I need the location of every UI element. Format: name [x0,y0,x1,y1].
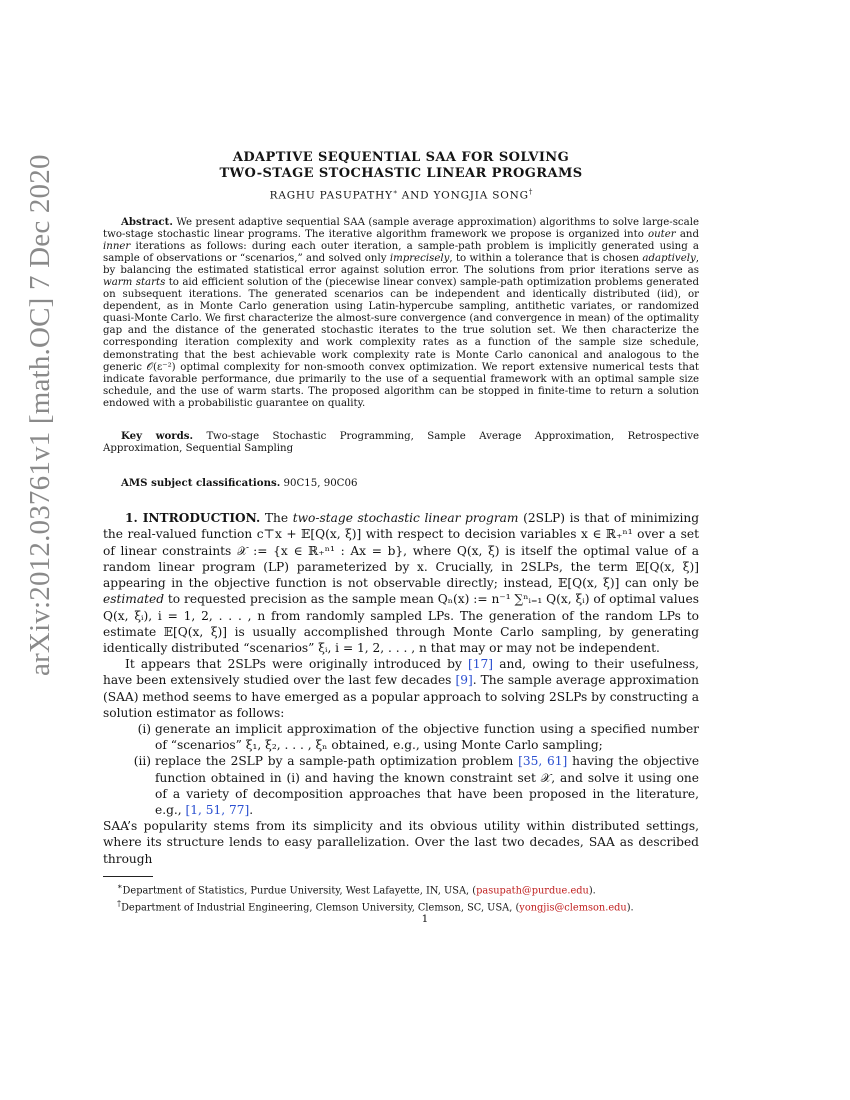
footnote-text: Department of Statistics, Purdue University, West Lafayette, IN, USA, ( [122,885,477,897]
abstract-text: , by balancing the estimated statistical error against solution error. The solutions from prior iterations serve as [103,252,699,276]
saa-steps-list [103,721,699,818]
body-text: and, owing to their usefulness, have been extensively studied over the last few decades [103,657,700,688]
footnote-text: ). [588,885,596,897]
page-number: 1 [421,913,429,925]
footnote-mark: † [117,898,122,909]
citation-link[interactable]: [17] [468,657,494,672]
footnote-text: ). [626,902,634,914]
citation-link[interactable]: [9] [455,673,473,688]
abstract-emphasis: inner [103,240,131,252]
abstract-text: , to within a tolerance that is chosen [449,252,640,264]
ams-text: 90C15, 90C06 [283,478,358,490]
footnote-mark: ∗ [392,188,398,196]
list-item-text: replace the 2SLP by a sample-path optimization problem [155,754,514,769]
paper-page [103,150,699,867]
abstract-emphasis: warm starts [103,276,166,288]
footnote-rule [103,876,153,877]
list-marker: (ii) [133,754,151,769]
body-text: . The sample average approximation (SAA) method seems to have emerged as a popular approach to solving 2SLPs by constructing a solution estimator as follows: [103,673,699,720]
section-heading: 1. INTRODUCTION. [125,511,261,526]
author-list [103,188,699,202]
list-marker: (i) [137,721,151,736]
paragraph [103,510,699,656]
title-line-1: ADAPTIVE SEQUENTIAL SAA FOR SOLVING [232,150,570,165]
abstract-text: iterations as follows: during each outer iteration, a sample-path problem is implicitly generated using a sample of observations or “scenarios,” and solved only [103,240,699,264]
footnote [103,880,699,897]
list-item-text: . [249,802,254,817]
footnote [103,897,699,914]
list-item [137,721,699,753]
footnotes [103,880,699,915]
ams-label: AMS subject classifications. [121,477,281,490]
title-line-2: TWO-STAGE STOCHASTIC LINEAR PROGRAMS [219,166,583,181]
footnote-text: Department of Industrial Engineering, Clemson University, Clemson, SC, USA, ( [121,902,520,914]
paragraph [103,656,699,721]
email-link[interactable]: yongjis@clemson.edu [519,902,627,914]
list-item [133,753,700,818]
arxiv-identifier: arXiv:2012.03761v1 [math.OC] 7 Dec 2020 [24,154,56,676]
body-emphasis: estimated [103,592,164,607]
paper-title [103,150,699,182]
body-emphasis: two-stage stochastic linear program [292,511,519,526]
author-name: RAGHU PASUPATHY [269,189,393,202]
abstract-text: and [679,228,699,240]
keywords-label: Key words. [121,430,194,442]
list-item-text: having the objective function obtained in (i) and having the known constraint set 𝒳, and solve it using one of a variety of decomposition approaches that have been proposed in the literature, e.g., [155,754,700,817]
list-item-text: generate an implicit approximation of the objective function using a specified number of “scenarios” ξ₁, ξ₂, . . . , ξₙ obtained, e.g., using Monte Carlo sampling; [155,721,699,753]
ams-classifications [103,477,699,490]
body-text: The [264,511,289,526]
abstract-text: We present adaptive sequential SAA (sample average approximation) algorithms to solve large-scale two-stage stochastic linear programs. The iterative algorithm framework we propose is organized into [103,216,699,240]
citation-link[interactable]: [1, 51, 77] [185,802,250,817]
body-text: to requested precision as the sample mean Qₙ(x) := n⁻¹ ∑ⁿᵢ₌₁ Q(x, ξᵢ) of optimal values Q(x, ξᵢ), i = 1, 2, . . . , n from randomly sampled LPs. The generation of the random LPs to estimate 𝔼[Q(x, ξ)] is usually accomplished through Monte Carlo sampling, by generating identically distributed “scenarios” ξᵢ, i = 1, 2, . . . , n that may or may not be independent. [103,592,699,655]
abstract-emphasis: outer [647,228,676,240]
citation-link[interactable]: [35, 61] [518,754,568,769]
author-name: YONGJIA SONG [433,189,529,202]
email-link[interactable]: pasupath@purdue.edu [476,885,589,897]
paragraph: SAA’s popularity stems from its simplicity and its obvious utility within distributed settings, where its structure lends to easy parallelization. Over the last two decades, SAA as described through [103,819,699,866]
abstract-emphasis: adaptively [642,252,696,264]
abstract-label: Abstract. [121,215,173,228]
abstract-text: to aid efficient solution of the (piecewise linear convex) sample-path optimization problems generated on subsequent iterations. The generated scenarios can be independent and identically distributed (iid), or dependent, as in Monte Carlo generation using Latin-hypercube sampling, antithetic variates, or randomized quasi-Monte Carlo. We first characterize the almost-sure convergence (and convergence in mean) of the optimality gap and the distance of the generated stochastic iterates to the true solution set. We then characterize the corresponding iteration complexity and work complexity rates as a function of the sample size schedule, demonstrating that the best achievable work complexity rate is Monte Carlo canonical and analogous to the generic 𝒪(ε⁻²) optimal complexity for non-smooth convex optimization. We report extensive numerical tests that indicate favorable performance, due primarily to the use of a sequential framework with an optimal sample size schedule, and the use of warm starts. The proposed algorithm can be stopped in finite-time to return a solution endowed with a probabilistic guarantee on quality. [103,276,699,409]
footnote-mark: † [528,188,533,196]
author-conjunction: AND [401,189,430,202]
footnote-mark: ∗ [117,881,123,891]
body-text: (2SLP) is that of minimizing the real-valued function c⊤x + 𝔼[Q(x, ξ)] with respect to decision variables x ∈ ℝ₊ⁿ¹ over a set of linear constraints 𝒳 := {x ∈ ℝ₊ⁿ¹ : Ax = b}, where Q(x, ξ) is itself the optimal value of a random linear program (LP) parameterized by x. Crucially, in 2SLPs, the term 𝔼[Q(x, ξ)] appearing in the objective function is not observable directly; instead, 𝔼[Q(x, ξ)] can only be [103,511,700,591]
keywords [103,430,699,455]
body-text: It appears that 2SLPs were originally introduced by [125,657,462,672]
abstract-emphasis: imprecisely [389,252,450,264]
abstract [103,216,699,411]
keywords-text: Two-stage Stochastic Programming, Sample Average Approximation, Retrospective Approximation, Sequential Sampling [103,431,699,455]
introduction-section [103,510,699,866]
